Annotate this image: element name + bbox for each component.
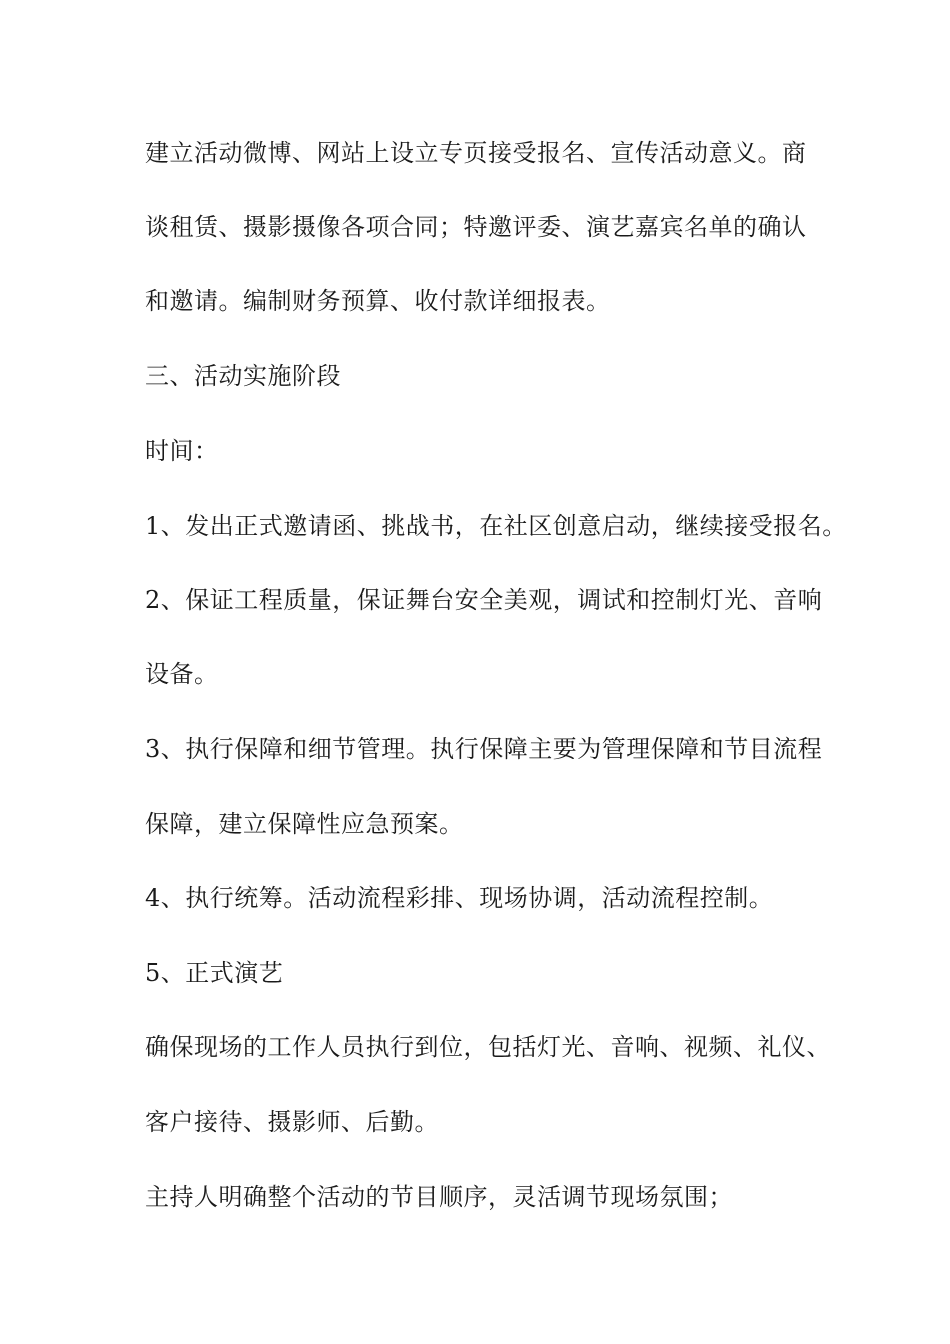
time-label: 时间： [145,437,219,465]
paragraph-line: 客户接待、摄影师、后勤。 [145,1108,439,1136]
list-item: 3、执行保障和细节管理。执行保障主要为管理保障和节目流程 [145,735,823,763]
list-item-continuation: 保障，建立保障性应急预案。 [145,810,464,838]
list-item: 2、保证工程质量，保证舞台安全美观，调试和控制灯光、音响 [145,586,823,614]
list-item: 5、正式演艺 [145,959,284,987]
list-item: 4、执行统筹。活动流程彩排、现场协调，活动流程控制。 [145,884,774,912]
list-item: 1、发出正式邀请函、挑战书，在社区创意启动，继续接受报名。 [145,512,847,540]
section-heading: 三、活动实施阶段 [145,362,341,390]
paragraph-line: 谈租赁、摄影摄像各项合同；特邀评委、演艺嘉宾名单的确认 [145,213,807,241]
paragraph-line: 建立活动微博、网站上设立专页接受报名、宣传活动意义。商 [145,139,807,167]
paragraph-line: 主持人明确整个活动的节目顺序，灵活调节现场氛围； [145,1183,733,1211]
paragraph-line: 确保现场的工作人员执行到位，包括灯光、音响、视频、礼仪、 [145,1033,831,1061]
list-item-continuation: 设备。 [145,660,219,688]
paragraph-line: 和邀请。编制财务预算、收付款详细报表。 [145,287,611,315]
